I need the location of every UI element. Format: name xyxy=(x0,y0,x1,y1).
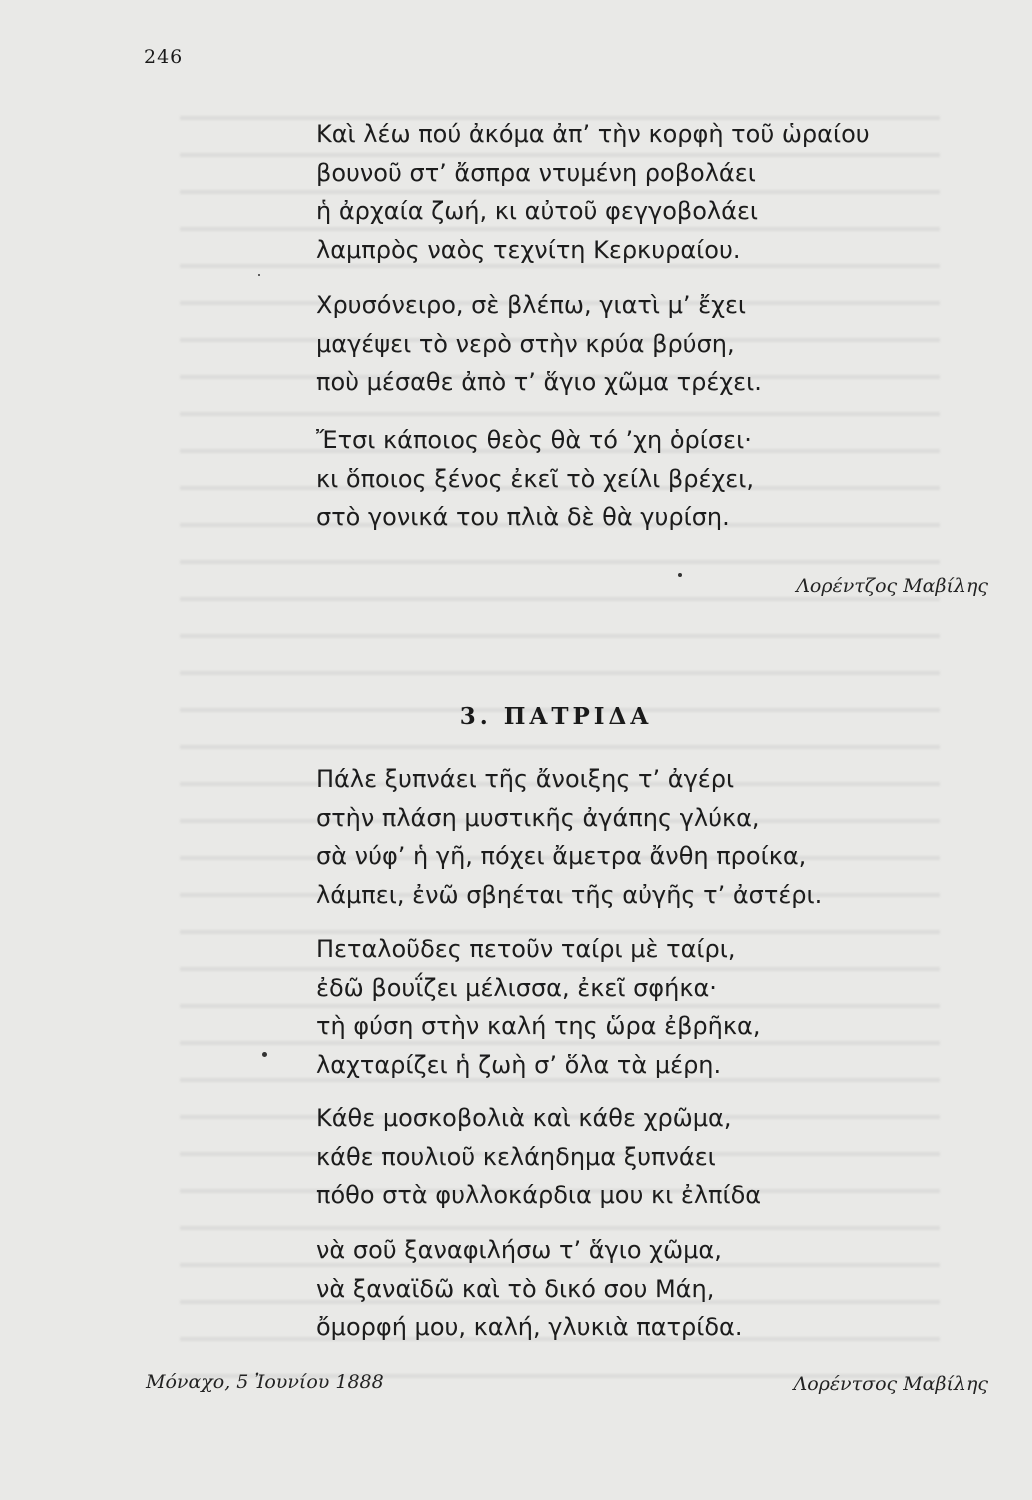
print-speck xyxy=(262,1052,267,1057)
poem-line: νὰ σοῦ ξαναφιλήσω τ’ ἅγιο χῶμα, xyxy=(316,1236,722,1264)
poem-line: Πεταλοῦδες πετοῦν ταίρι μὲ ταίρι, xyxy=(316,935,736,963)
poem-line: Κάθε μοσκοβολιὰ καὶ κάθε χρῶμα, xyxy=(316,1104,732,1132)
poem2-stanza-4 xyxy=(316,1231,743,1347)
poem-line: ἡ ἀρχαία ζωή, κι αὐτοῦ φεγγοβολάει xyxy=(316,197,759,225)
poem-line: μαγέψει τὸ νερὸ στὴν κρύα βρύση, xyxy=(316,329,735,358)
poem-line: τὴ φύση στὴν καλή της ὥρα ἐβρῆκα, xyxy=(316,1012,761,1040)
section-title: 3. ΠΑΤΡΙΔΑ xyxy=(459,703,653,730)
poem-line: λαχταρίζει ἡ ζωὴ σ’ ὅλα τὰ μέρη. xyxy=(316,1050,722,1079)
poem-line: Καὶ λέω πού ἀκόμα ἀπ’ τὴν κορφὴ τοῦ ὡραίου xyxy=(316,120,870,148)
print-speck xyxy=(678,573,682,577)
poem-line: κι ὅποιος ξένος ἐκεῖ τὸ χείλι βρέχει, xyxy=(316,464,755,493)
poem2-signature: Λορέντσος Μαβίλης xyxy=(793,1373,988,1395)
poem-line: λάμπει, ἐνῶ σβηέται τῆς αὐγῆς τ’ ἀστέρι. xyxy=(316,880,823,909)
poem-line: Πάλε ξυπνάει τῆς ἄνοιξης τ’ ἀγέρι xyxy=(316,765,735,793)
poem1-stanza-1 xyxy=(316,115,870,269)
poem-line: Ἔτσι κάποιος θεὸς θὰ τό ’χη ὁρίσει· xyxy=(316,426,752,454)
poem2-stanza-1 xyxy=(316,760,822,914)
poem-line: στὸ γονικά του πλιὰ δὲ θὰ γυρίση. xyxy=(316,503,730,531)
poem2-stanza-3 xyxy=(316,1099,761,1215)
poem-line: σὰ νύφ’ ἡ γῆ, πόχει ἄμετρα ἄνθη προίκα, xyxy=(316,842,807,870)
poem-line: λαμπρὸς ναὸς τεχνίτη Κερκυραίου. xyxy=(316,235,741,264)
poem-line: κάθε πουλιοῦ κελάηδημα ξυπνάει xyxy=(316,1142,716,1171)
poem-line: βουνοῦ στ’ ἄσπρα ντυμένη ροβολάει xyxy=(316,158,756,187)
poem1-stanza-2 xyxy=(316,286,762,402)
poem-line: ἐδῶ βουΐζει μέλισσα, ἐκεῖ σφήκα· xyxy=(316,973,717,1002)
poem1-signature: Λορέντζος Μαβίλης xyxy=(796,575,988,597)
poem2-stanza-2 xyxy=(316,930,760,1084)
poem-line: ὄμορφή μου, καλή, γλυκιὰ πατρίδα. xyxy=(316,1313,743,1341)
poem-line: ποὺ μέσαθε ἀπὸ τ’ ἅγιο χῶμα τρέχει. xyxy=(316,368,762,396)
place-date: Μόναχο, 5 Ἰουνίου 1888 xyxy=(146,1371,384,1393)
poem-line: νὰ ξαναϊδῶ καὶ τὸ δικό σου Μάη, xyxy=(316,1274,715,1303)
print-speck xyxy=(258,274,260,276)
poem-line: πόθο στὰ φυλλοκάρδια μου κι ἐλπίδα xyxy=(316,1181,762,1209)
poem-line: Χρυσόνειρο, σὲ βλέπω, γιατὶ μ’ ἔχει xyxy=(316,291,747,319)
poem1-stanza-3 xyxy=(316,421,754,537)
page-number: 246 xyxy=(144,46,184,68)
poem-line: στὴν πλάση μυστικῆς ἀγάπης γλύκα, xyxy=(316,803,760,832)
